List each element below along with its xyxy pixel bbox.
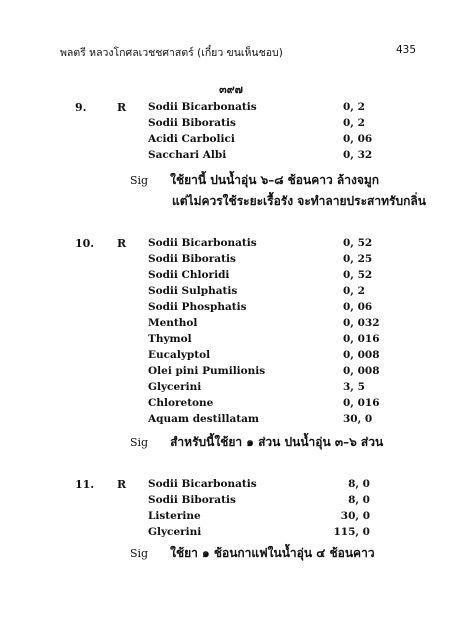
sig-instruction: Sig ใช้ยา ๑ ช้อนกาแฟในน้ำอุ่น ๔ ช้อนคาว	[130, 546, 375, 560]
ingredient-row: Acidi Carbolici 0, 06	[148, 133, 373, 145]
ingredient-row: Thymol 0, 016	[148, 333, 380, 345]
ingredient-row: Olei pini Pumilionis 0, 008	[148, 365, 380, 377]
recipe-symbol: R	[117, 101, 127, 114]
ingredient-row: Glycerini 115, 0	[148, 526, 370, 538]
ingredient-row: Listerine 30, 0	[148, 510, 370, 522]
recipe-symbol: R	[117, 237, 127, 250]
ingredient-row: Sodii Biboratis 0, 2	[148, 117, 365, 129]
prescription-number: 9.	[75, 101, 87, 114]
page-number: 435	[395, 44, 416, 56]
recipe-symbol: R	[117, 478, 127, 491]
ingredient-row: Sodii Biboratis 8, 0	[148, 494, 370, 506]
ingredient-row: Chloretone 0, 016	[148, 397, 380, 409]
ingredient-row: Sodii Bicarbonatis 0, 2	[148, 101, 365, 113]
ingredient-row: Eucalyptol 0, 008	[148, 349, 380, 361]
ingredient-row: Menthol 0, 032	[148, 317, 380, 329]
prescription-number: 10.	[75, 237, 95, 250]
ingredient-row: Sodii Sulphatis 0, 2	[148, 285, 365, 297]
ingredient-row: Sodii Biboratis 0, 25	[148, 253, 373, 265]
ingredient-row: Sodii Bicarbonatis 0, 52	[148, 237, 373, 249]
ingredient-row: Glycerini 3, 5	[148, 381, 365, 393]
ingredient-row: Sodii Phosphatis 0, 06	[148, 301, 373, 313]
ingredient-row: Aquam destillatam 30, 0	[148, 413, 373, 425]
ingredient-row: Sacchari Albi 0, 32	[148, 149, 373, 161]
thai-page-code: ๓๙๗	[219, 83, 243, 96]
ingredient-row: Sodii Bicarbonatis 8, 0	[148, 478, 370, 490]
sig-instruction: Sig สำหรับนี้ใช้ยา ๑ ส่วน ปนน้ำอุ่น ๓–๖ ส่วน	[130, 435, 384, 449]
sig-instruction-continued: แต่ไม่ควรใช้ระยะเรื้อรัง จะทำลายประสาทรับกลิ่น	[172, 194, 426, 208]
sig-instruction: Sig ใช้ยานี้ ปนน้ำอุ่น ๖–๘ ช้อนคาว ล้างจมูก	[130, 173, 380, 187]
prescription-number: 11.	[75, 478, 95, 491]
ingredient-row: Sodii Chloridi 0, 52	[148, 269, 373, 281]
header-author: พลตรี หลวงโกศลเวชชศาสตร์ (เกี๋ยว ขนเห็นชอบ)	[60, 47, 283, 59]
